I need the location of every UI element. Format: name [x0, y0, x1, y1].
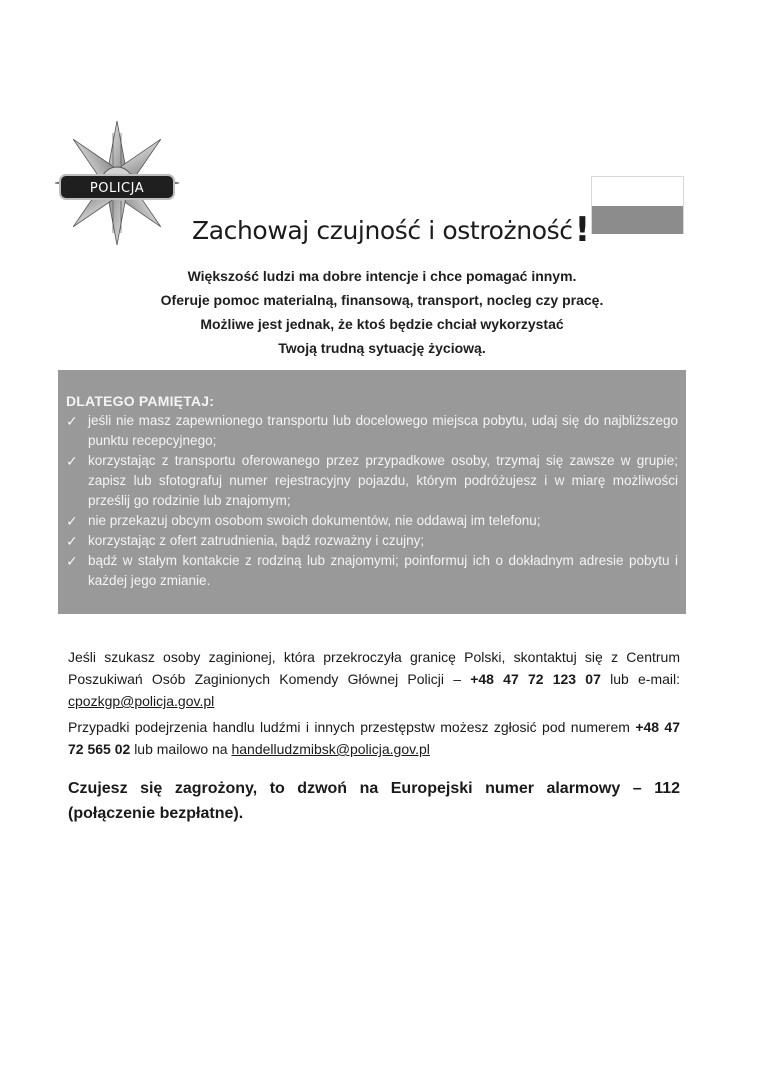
checkmark-icon: ✓: [66, 513, 78, 529]
page-title: [192, 210, 590, 250]
list-item-text: korzystając z transportu oferowanego przez przypadkowe osoby, trzymaj się zawsze w grupie; zapisz lub sfotografuj numer rejestracyjny pojazdu, którym podróżujesz i w miarę możliwości prześlij go rodzinie lub znajomym;: [88, 453, 678, 508]
list-item: [66, 451, 678, 511]
remember-box: [58, 370, 686, 614]
checkmark-icon: ✓: [66, 453, 78, 469]
intro-line: Oferuje pomoc materialną, finansową, transport, nocleg czy pracę.: [160, 292, 604, 308]
list-item-text: korzystając z ofert zatrudnienia, bądź rozważny i czujny;: [88, 533, 425, 548]
trafficking-email-link[interactable]: handelludzmibsk@policja.gov.pl: [231, 741, 430, 757]
police-star-logo: [52, 118, 182, 248]
missing-persons-phone[interactable]: +48 47 72 123 07: [470, 671, 601, 687]
list-item: [66, 511, 678, 531]
checkmark-icon: ✓: [66, 533, 78, 549]
trafficking-paragraph: [68, 716, 680, 760]
checkmark-icon: ✓: [66, 413, 78, 429]
trafficking-text-middle: lub mailowo na: [134, 741, 228, 757]
trafficking-phone[interactable]: +48 47 72 565 02: [68, 719, 681, 757]
logo-text: POLICJA: [89, 181, 145, 196]
remember-list: [66, 411, 678, 591]
missing-persons-paragraph: [68, 646, 680, 712]
intro-line: Możliwe jest jednak, że ktoś będzie chciał wykorzystać: [200, 316, 564, 332]
list-item-text: bądź w stałym kontakcie z rodziną lub znajomymi; poinformuj ich o dokładnym adresie pobytu i każdej jego zmianie.: [88, 553, 678, 588]
polish-flag: [591, 176, 684, 234]
title-exclamation: !: [574, 210, 590, 250]
missing-persons-text-middle: lub e-mail:: [610, 671, 681, 687]
intro-line: Większość ludzi ma dobre intencje i chce pomagać innym.: [187, 268, 577, 284]
checkmark-icon: ✓: [66, 553, 78, 569]
flag-red-stripe: [592, 206, 683, 234]
trafficking-text: Przypadki podejrzenia handlu ludźmi i innych przestępstw możesz zgłosić pod numerem: [68, 719, 630, 735]
list-item-text: jeśli nie masz zapewnionego transportu lub docelowego miejsca pobytu, udaj się do najbliższego punktu recepcyjnego;: [88, 413, 678, 448]
remember-heading: DLATEGO PAMIĘTAJ:: [66, 393, 215, 409]
list-item-text: nie przekazuj obcym osobom swoich dokumentów, nie oddawaj im telefonu;: [88, 513, 541, 528]
list-item: [66, 551, 678, 591]
missing-persons-email-link[interactable]: cpozkgp@policja.gov.pl: [68, 693, 215, 709]
list-item: [66, 531, 678, 551]
intro-line: Twoją trudną sytuację życiową.: [278, 340, 486, 356]
emergency-number-notice: Czujesz się zagrożony, to dzwoń na Europejski numer alarmowy – 112 (połączenie bezpłatne).: [68, 780, 680, 822]
flag-white-stripe: [592, 177, 683, 206]
title-text: Zachowaj czujność i ostrożność: [192, 216, 573, 245]
intro-paragraph: [100, 264, 664, 360]
missing-persons-text: Jeśli szukasz osoby zaginionej, która przekroczyła granicę Polski, skontaktuj się z Centrum Poszukiwań Osób Zaginionych Komendy Głównej Policji –: [68, 649, 680, 687]
list-item: [66, 411, 678, 451]
